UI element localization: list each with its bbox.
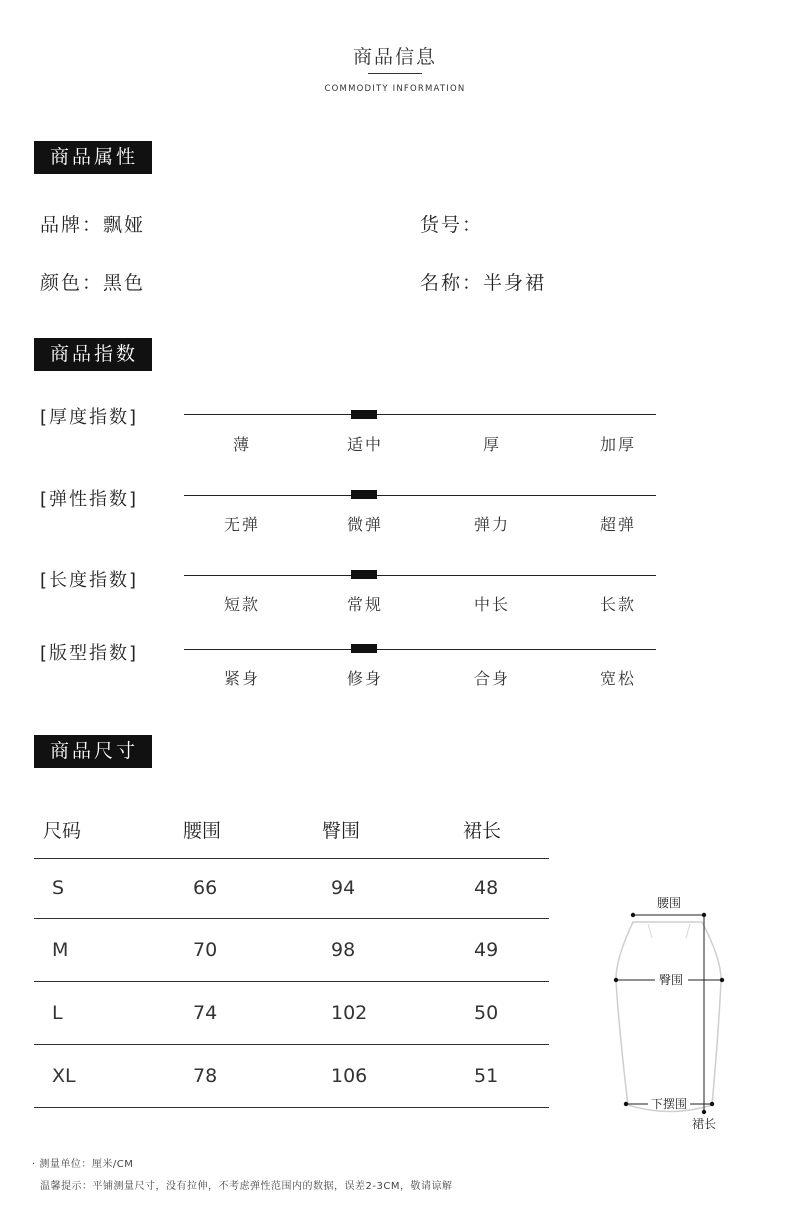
index-scale-line bbox=[184, 575, 656, 576]
index-option: 加厚 bbox=[599, 435, 636, 454]
measure-dot bbox=[720, 978, 724, 982]
table-divider bbox=[34, 1044, 549, 1045]
attr-color: 颜色：黑色 bbox=[40, 272, 146, 294]
table-divider bbox=[34, 1107, 549, 1108]
skirt-seam bbox=[648, 924, 690, 938]
index-marker bbox=[351, 410, 377, 419]
hem-label: 下摆围 bbox=[650, 1097, 688, 1111]
index-option: 长款 bbox=[599, 595, 636, 614]
hip-col-header: 臀围 bbox=[322, 820, 361, 842]
waist-label: 腰围 bbox=[656, 896, 682, 910]
title-underline bbox=[368, 73, 422, 74]
length-label: 裙长 bbox=[691, 1117, 717, 1131]
index-scale-line bbox=[184, 414, 656, 415]
table-cell: 48 bbox=[474, 877, 499, 899]
skirt-outline bbox=[616, 922, 721, 1112]
table-cell: 78 bbox=[193, 1065, 218, 1087]
attr-brand: 品牌：飘娅 bbox=[40, 214, 146, 236]
table-cell: 74 bbox=[193, 1002, 218, 1024]
index-scale-line bbox=[184, 649, 656, 650]
table-divider bbox=[34, 918, 549, 919]
index-option: 修身 bbox=[346, 669, 383, 688]
index-option: 无弹 bbox=[223, 515, 260, 534]
index-option: 紧身 bbox=[223, 669, 260, 688]
table-cell: 94 bbox=[331, 877, 356, 899]
table-divider bbox=[34, 981, 549, 982]
index-option: 短款 bbox=[223, 595, 260, 614]
table-cell: 51 bbox=[474, 1065, 499, 1087]
measure-dot bbox=[702, 1110, 706, 1114]
table-cell: 98 bbox=[331, 939, 356, 961]
tip-note: 温馨提示：平铺测量尺寸，没有拉伸，不考虑弹性范围内的数据，误差2-3CM，敬请谅解 bbox=[40, 1181, 453, 1192]
index-option: 合身 bbox=[473, 669, 510, 688]
table-cell: 49 bbox=[474, 939, 499, 961]
table-cell: S bbox=[52, 877, 65, 899]
index-label-length: [长度指数] bbox=[40, 570, 139, 591]
index-option: 宽松 bbox=[599, 669, 636, 688]
measure-dot bbox=[614, 978, 618, 982]
page-subtitle: COMMODITY INFORMATION bbox=[324, 84, 466, 94]
sizes-heading: 商品尺寸 bbox=[34, 735, 152, 768]
table-cell: 66 bbox=[193, 877, 218, 899]
index-option: 弹力 bbox=[473, 515, 510, 534]
index-scale-line bbox=[184, 495, 656, 496]
table-cell: 106 bbox=[331, 1065, 368, 1087]
index-label-fit: [版型指数] bbox=[40, 643, 139, 664]
skirt-diagram bbox=[600, 890, 740, 1140]
measure-dot bbox=[624, 1102, 628, 1106]
index-marker bbox=[351, 644, 377, 653]
size-col-header: 尺码 bbox=[43, 820, 82, 842]
index-option: 中长 bbox=[473, 595, 510, 614]
index-marker bbox=[351, 490, 377, 499]
index-label-thickness: [厚度指数] bbox=[40, 407, 139, 428]
measure-dot bbox=[710, 1102, 714, 1106]
length-col-header: 裙长 bbox=[463, 820, 502, 842]
attr-item-no: 货号： bbox=[420, 214, 484, 236]
table-cell: M bbox=[52, 939, 69, 961]
index-marker bbox=[351, 570, 377, 579]
table-cell: L bbox=[52, 1002, 63, 1024]
index-option: 微弹 bbox=[346, 515, 383, 534]
index-option: 薄 bbox=[232, 435, 251, 454]
waist-col-header: 腰围 bbox=[183, 820, 222, 842]
index-option: 常规 bbox=[346, 595, 383, 614]
table-cell: 70 bbox=[193, 939, 218, 961]
indices-heading: 商品指数 bbox=[34, 338, 152, 371]
page-title: 商品信息 bbox=[352, 46, 437, 68]
index-option: 超弹 bbox=[599, 515, 636, 534]
table-cell: 50 bbox=[474, 1002, 499, 1024]
unit-note: · 测量单位：厘米/CM bbox=[32, 1159, 134, 1170]
table-divider bbox=[34, 858, 549, 859]
hip-label: 臀围 bbox=[658, 973, 684, 987]
attr-name: 名称：半身裙 bbox=[420, 272, 547, 294]
attributes-heading: 商品属性 bbox=[34, 141, 152, 174]
table-cell: 102 bbox=[331, 1002, 368, 1024]
measure-dot bbox=[631, 913, 635, 917]
index-option: 适中 bbox=[346, 435, 383, 454]
index-option: 厚 bbox=[482, 435, 501, 454]
table-cell: XL bbox=[52, 1065, 76, 1087]
index-label-elasticity: [弹性指数] bbox=[40, 489, 139, 510]
